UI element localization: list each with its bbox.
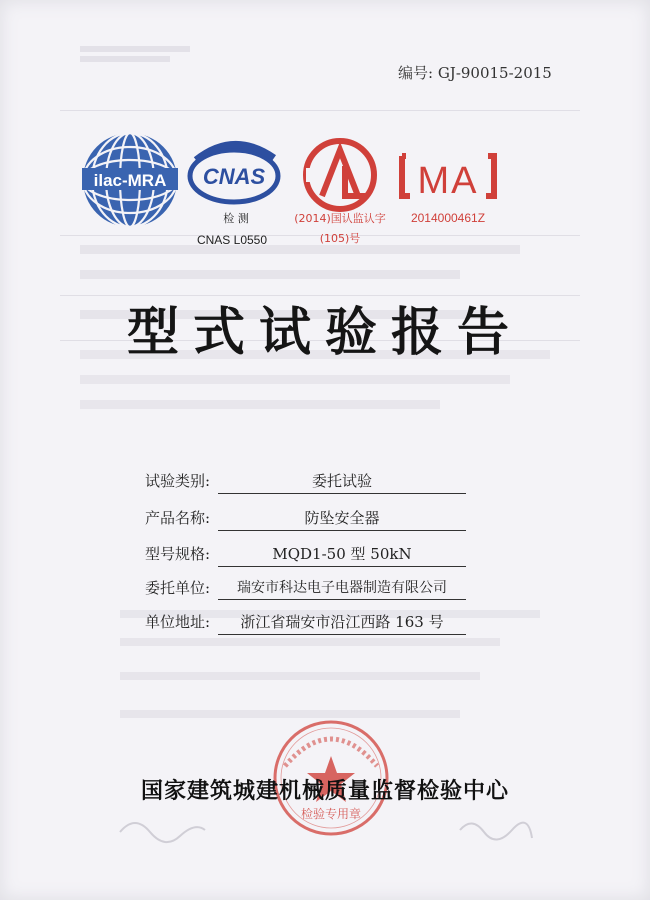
- svg-text:CNAS L0550: CNAS L0550: [196, 233, 268, 247]
- cal-logo: [294, 141, 386, 245]
- ilac-mra-logo: [82, 133, 178, 227]
- field-value: 瑞安市科达电子电器制造有限公司: [218, 577, 466, 600]
- svg-text:MA: MA: [417, 160, 479, 202]
- issuing-organization: 国家建筑城建机械质量监督检验中心: [140, 779, 509, 804]
- cma-logo: [402, 156, 494, 225]
- report-title: 型式试验报告: [126, 303, 523, 363]
- svg-text:ilac-MRA: ilac-MRA: [93, 171, 167, 190]
- field-label: 产品名称:: [145, 509, 211, 527]
- field-label: 试验类别:: [145, 472, 211, 490]
- certification-logos: [0, 0, 650, 260]
- svg-text:(105)号: (105)号: [319, 232, 361, 245]
- report-number: 编号: GJ-90015-2015: [398, 64, 552, 82]
- field-label: 委托单位:: [145, 579, 211, 597]
- svg-text:检 测: 检 测: [223, 212, 249, 225]
- svg-text:(2014)国认监认字: (2014)国认监认字: [294, 212, 386, 225]
- faint-signatures: [100, 810, 560, 850]
- field-value: MQD1-50 型 50kN: [218, 543, 466, 567]
- field-value: 防坠安全器: [218, 507, 466, 531]
- cnas-logo: [190, 144, 278, 247]
- field-label: 型号规格:: [145, 545, 211, 563]
- field-label: 单位地址:: [145, 613, 211, 631]
- field-value: 委托试验: [218, 470, 466, 494]
- svg-text:CNAS: CNAS: [202, 164, 266, 189]
- field-value: 浙江省瑞安市沿江西路 163 号: [218, 611, 466, 635]
- svg-text:检验专用章: 检验专用章: [300, 807, 362, 821]
- svg-text:2014000461Z: 2014000461Z: [410, 211, 486, 225]
